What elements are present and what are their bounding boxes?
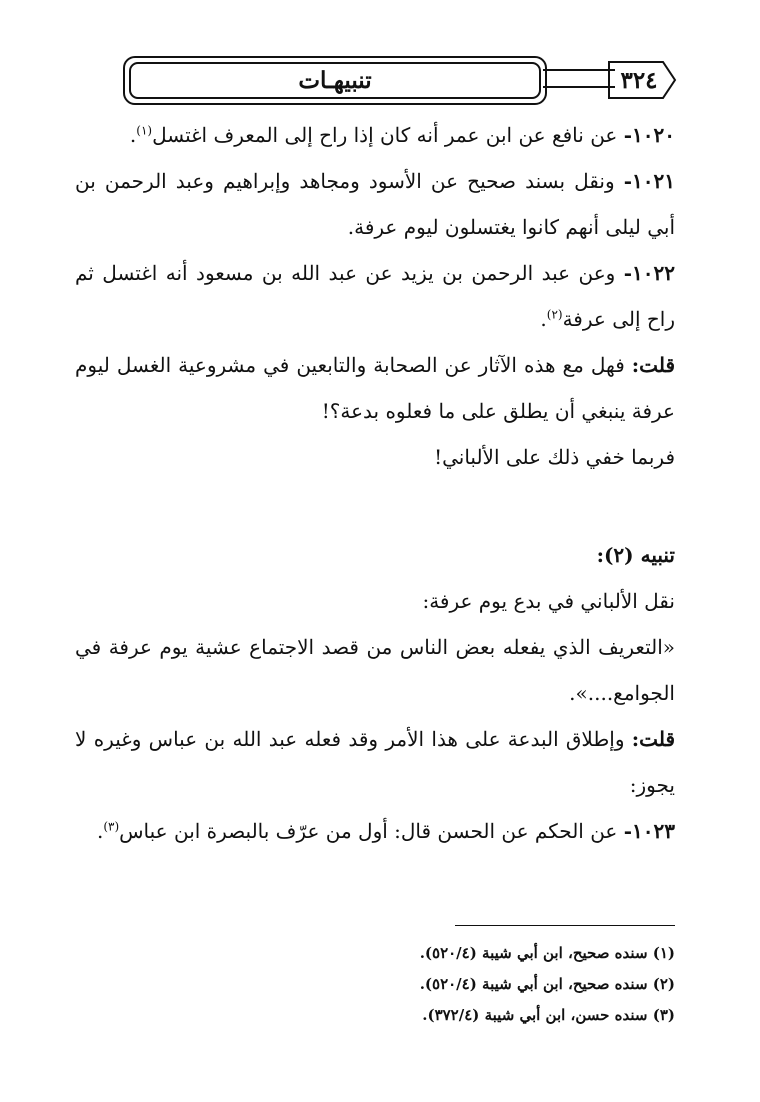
commentary-text: وإطلاق البدعة على هذا الأمر وقد فعله عبد الله بن عباس وغيره لا يجوز: (75, 727, 675, 797)
section-gap (75, 480, 675, 532)
narration-number: ١٠٢٣- (623, 819, 675, 843)
footnote-item: (٣) سنده حسن، ابن أبي شيبة (٣٧٢/٤). (422, 1006, 675, 1024)
narration-text: ونقل بسند صحيح عن الأسود ومجاهد وإبراهيم وعبد الرحمن بن أبي ليلى أنهم كانوا يغتسلون ليوم عرفة. (75, 169, 675, 239)
footnote-ref: (٢) (546, 307, 563, 322)
commentary-paragraph (75, 716, 675, 808)
remark-paragraph: فربما خفي ذلك على الألباني! (434, 445, 675, 469)
footnote-ref: (١) (136, 123, 153, 138)
commentary-paragraph (75, 342, 675, 434)
narration-end: . (129, 123, 137, 147)
narration-text: عن نافع عن ابن عمر أنه كان إذا راح إلى المعرف اغتسل (152, 123, 624, 147)
page-body (75, 112, 675, 854)
footnotes (160, 938, 675, 1031)
narration-1022 (75, 250, 675, 342)
narration-number: ١٠٢٠- (623, 123, 675, 147)
section-heading: تنبيه (٢): (596, 543, 675, 567)
narration-1020 (75, 112, 675, 158)
narration-text: وعن عبد الرحمن بن يزيد عن عبد الله بن مسعود أنه اغتسل ثم راح إلى عرفة (75, 261, 675, 331)
narration-number: ١٠٢١- (623, 169, 675, 193)
running-title: تنبيهـات (298, 67, 372, 94)
footnote-item: (١) سنده صحيح، ابن أبي شيبة (٥٢٠/٤). (419, 944, 675, 962)
narration-number: ١٠٢٢- (623, 261, 675, 285)
header-connector-line (543, 86, 615, 88)
narration-text: عن الحكم عن الحسن قال: أول من عرّف بالبصرة ابن عباس (119, 819, 624, 843)
narration-1021 (75, 158, 675, 250)
quote-paragraph: «التعريف الذي يفعله بعض الناس من قصد الاجتماع عشية يوم عرفة في الجوامع....». (75, 635, 675, 705)
narration-1023 (75, 808, 675, 854)
header-connector-line (543, 69, 615, 71)
page-number-tab (607, 60, 677, 100)
quote-intro: نقل الألباني في بدع يوم عرفة: (422, 589, 675, 613)
qultu-keyword: قلت: (631, 727, 675, 751)
page-header (0, 0, 760, 120)
page-number: ٣٢٤ (620, 66, 658, 94)
narration-end: . (96, 819, 104, 843)
footnote-separator (455, 925, 675, 926)
qultu-keyword: قلت: (631, 353, 675, 377)
title-frame-inner (129, 62, 541, 99)
commentary-text: فهل مع هذه الآثار عن الصحابة والتابعين في مشروعية الغسل ليوم عرفة ينبغي أن يطلق على ما فعلوه بدعة؟! (75, 353, 675, 423)
footnote-item: (٢) سنده صحيح، ابن أبي شيبة (٥٢٠/٤). (419, 975, 675, 993)
footnote-ref: (٣) (103, 819, 120, 834)
title-frame (123, 56, 547, 105)
narration-end: . (540, 307, 547, 331)
